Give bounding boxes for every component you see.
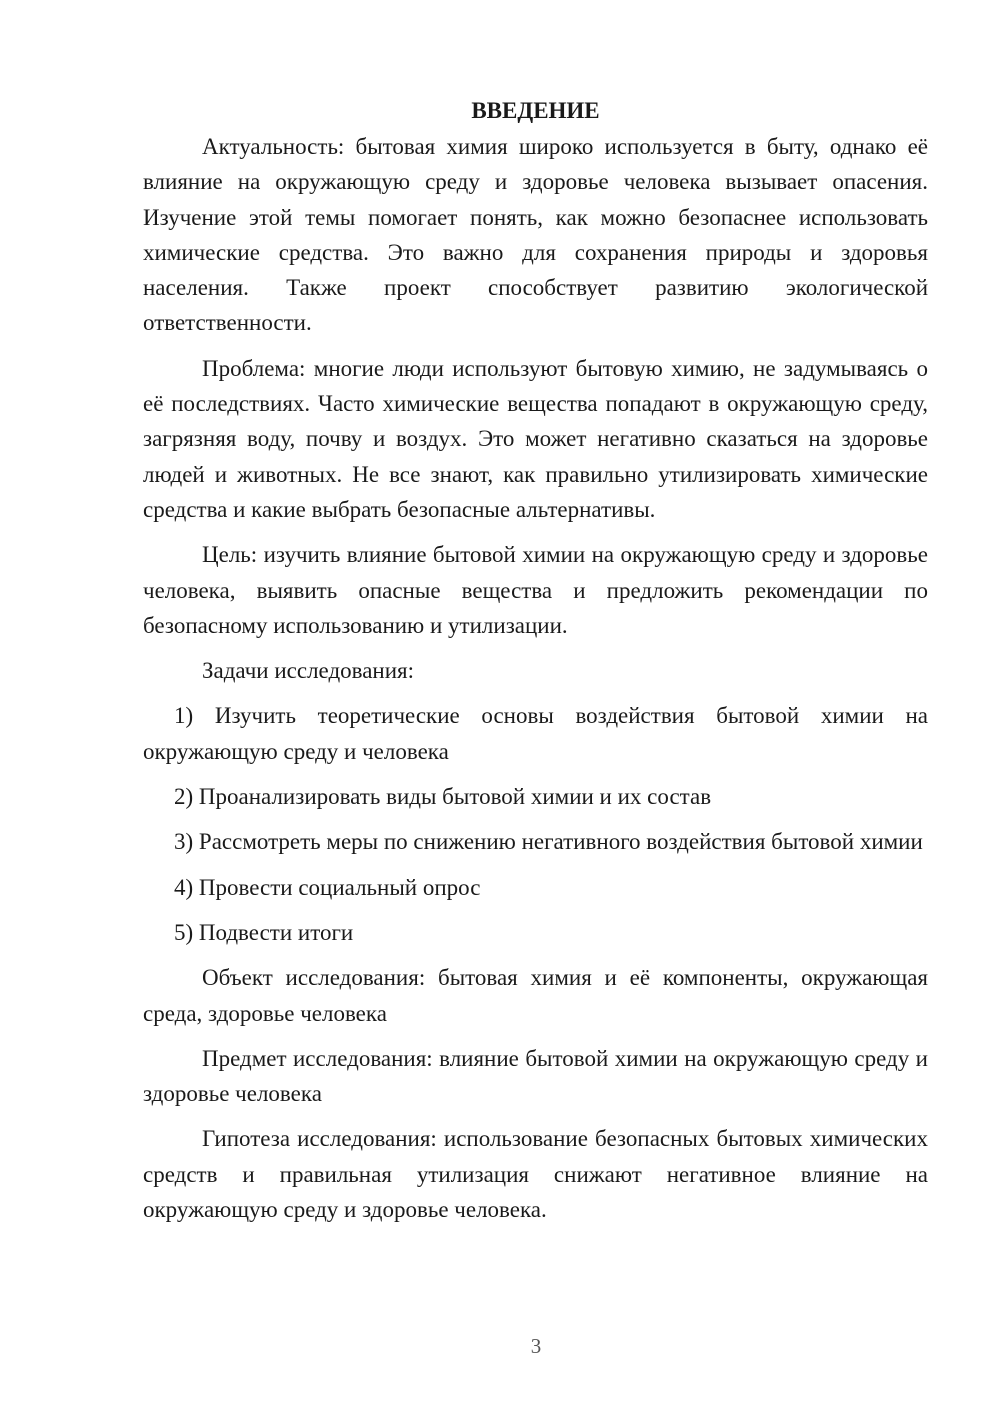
paragraph-tasks-heading: Задачи исследования: [202,658,415,684]
paragraph-goal: Цель: изучить влияние бытовой химии на окружающую среду и здоровье человека, выявить опасные вещества и предложить рекомендации по безопасному использованию и утилизации. [143,542,928,638]
task-item-2: 2) Проанализировать виды бытовой химии и их состав [174,784,712,810]
page-number: 3 [530,1334,542,1358]
task-item-3: 3) Рассмотреть меры по снижению негативного воздействия бытовой химии [174,829,923,855]
document-body [143,95,928,1237]
task-item-1: 1) Изучить теоретические основы воздействия бытовой химии на окружающую среду и человека [143,703,928,764]
section-title: ВВЕДЕНИЕ [471,98,600,123]
paragraph-hypothesis: Гипотеза исследования: использование безопасных бытовых химических средств и правильная утилизация снижают негативное влияние на окружающую среду и здоровье человека. [143,1126,928,1223]
task-item-4: 4) Провести социальный опрос [174,874,481,900]
paragraph-problem: Проблема: многие люди используют бытовую химию, не задумываясь о её последствиях. Часто химические вещества попадают в окружающую среду, загрязняя воду, почву и воздух. Это может негативно сказаться на здоровье людей и животных. Не все знают, как правильно утилизировать химические средства и какие выбрать безопасные альтернативы. [143,355,928,522]
task-item-5: 5) Подвести итоги [174,919,354,945]
paragraph-relevance: Актуальность: бытовая химия широко используется в быту, однако её влияние на окружающую среду и здоровье человека вызывает опасения. Изучение этой темы помогает понять, как можно безопаснее использовать химические средства. Это важно для сохранения природы и здоровья населения. Также проект способствует развитию экологической ответственности. [143,134,928,336]
paragraph-subject: Предмет исследования: влияние бытовой химии на окружающую среду и здоровье человека [143,1045,928,1107]
paragraph-object: Объект исследования: бытовая химия и её компоненты, окружающая среда, здоровье человека [143,965,928,1026]
